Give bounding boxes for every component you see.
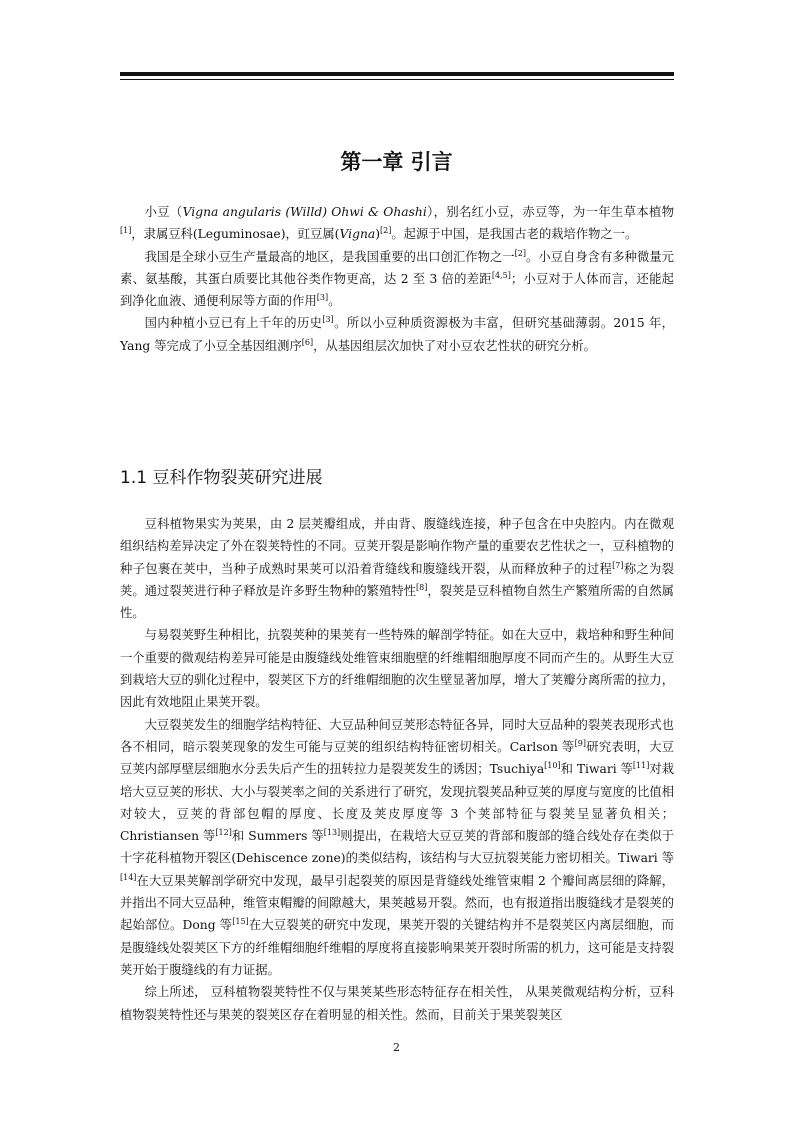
citation-ref: [10]: [544, 761, 561, 771]
text-run: 。所以小豆种质资源极为丰富，但研究基础薄弱。2015 年，Yang 等完成了小豆全基因组测序: [120, 316, 674, 353]
text-run: 则提出，在栽培大豆豆荚的背部和腹部的缝合线处存在类似于十字花科植物开裂区(Dehiscence zone)的类似结构，该结构与大豆抗裂荚能力密切相关。Tiwari 等: [120, 829, 675, 866]
text-run: ），别名红小豆，赤豆等，为一年生草本植物: [426, 205, 674, 219]
paragraph: [120, 981, 674, 1026]
text-run: 我国是全球小豆生产量最高的地区，是我国重要的出口创汇作物之一: [144, 249, 515, 264]
text-run: 大豆裂荚发生的细胞学结构特征、大豆品种间豆荚形态特征各异，同时大豆品种的裂荚表现形式也各不相同，暗示裂荚现象的发生可能与豆荚的组织结构特征密切相关。Carlson 等: [120, 717, 674, 754]
paragraph: [120, 201, 674, 246]
citation-ref: [11]: [632, 761, 650, 771]
citation-ref: [4,5]: [491, 270, 511, 280]
text-run: 在大豆裂荚的研究中发现，果荚开裂的关键结构并不是裂荚区内离层细胞，而是腹缝线处裂荚区下方的纤维帽细胞纤维帽的厚度将直接影响果荚开裂时所需的机力，这可能是支持裂荚开始于腹缝线的有力证据。: [120, 918, 674, 977]
citation-ref: [13]: [323, 828, 341, 838]
intro-text: [120, 201, 674, 357]
citation-ref: [6]: [301, 337, 314, 347]
header-rule-thin: [120, 79, 674, 80]
text-run: ，从基因组层次加快了对小豆农艺性状的研究分析。: [313, 338, 596, 353]
text-run: ；小豆对于人体而言，还能起到净化血液、通便利尿等方面的作用: [120, 271, 674, 309]
section-text: [120, 513, 674, 1026]
text-run: 在大豆果荚解剖学研究中发现，最早引起裂荚的原因是背缝线处维管束帽 2 个瓣间离层细的降解，并指出不同大豆品种，维管束帽瓣的间隙越大，果荚越易开裂。然而，也有报道指出腹缝线才是裂荚的起始部位。Dong 等: [120, 873, 674, 933]
text-run: 综上所述， 豆科植物裂荚特性不仅与果荚某些形态特征存在相关性， 从果荚微观结构分析，豆科植物裂荚特性还与果荚的裂荚区存在着明显的相关性。然而，目前关于果荚裂荚区: [120, 985, 674, 1022]
paragraph: [120, 624, 674, 713]
citation-ref: [12]: [215, 828, 232, 838]
text-run: 。起源于中国，是我国古老的栽培作物之一。: [391, 227, 638, 242]
paragraph: [120, 714, 674, 982]
text-run: 和 Summers 等: [231, 829, 324, 844]
text-run: 豆科植物果实为荚果，由 2 层荚瓣组成，并由背、腹缝线连接，种子包含在中央腔内。内在微观组织结构差异决定了外在裂荚特性的不同。豆荚开裂是影响作物产量的重要农艺性状之一，豆科植物的种子包裹在荚中，当种子成熟时果荚可以沿着背缝线和腹缝线开裂，从而释放种子的过程: [120, 517, 674, 576]
paragraph: [120, 513, 674, 624]
text-run: 国内种植小豆已有上千年的历史: [144, 316, 323, 331]
citation-ref: [9]: [574, 738, 586, 748]
paragraph: [120, 246, 674, 313]
citation-ref: [8]: [415, 582, 428, 592]
citation-ref: [3]: [322, 315, 334, 325]
page-number: 2: [393, 1041, 400, 1054]
italic-run: Vigna: [339, 227, 376, 242]
citation-ref: [3]: [316, 293, 329, 303]
citation-ref: [2]: [380, 226, 392, 236]
citation-ref: [2]: [514, 248, 526, 258]
text-run: ，裂荚是豆科植物自然生产繁殖所需的自然属性。: [120, 583, 674, 621]
text-run: 研究表明，大豆豆荚内部厚壁层细胞水分丢失后产生的扭转拉力是裂荚发生的诱因；Tsuchiya: [120, 739, 674, 777]
citation-ref: [14]: [120, 872, 137, 882]
chapter-title: 第一章 引言: [340, 150, 453, 174]
text-run: 与易裂荚野生种相比，抗裂荚种的果荚有一些特殊的解剖学特征。如在大豆中，栽培种和野生种间一个重要的微观结构差异可能是由腹缝线处维管束细胞壁的纤维帽细胞厚度不同而产生的。从野生大豆到栽培大豆的驯化过程中，裂荚区下方的纤维帽细胞的次生壁显著加厚，增大了荚瓣分离所需的拉力，因此有效地阻止果荚开裂。: [120, 628, 674, 710]
text-run: 。小豆自身含有多种微量元素、氨基酸，其蛋白质要比其他谷类作物更高，达 2 至 3 倍的差距: [120, 249, 674, 286]
citation-ref: [15]: [232, 917, 249, 927]
italic-run: Vigna angularis (Willd) Ohwi & Ohashi: [182, 205, 427, 219]
paragraph: [120, 312, 674, 357]
citation-ref: [1]: [120, 226, 132, 236]
text-run: 对栽培大豆豆荚的形状、大小与裂荚率之间的关系进行了研究，发现抗裂荚品种豆荚的厚度与宽度的比值相对较大，豆荚的背部包帽的厚度、长度及荚皮厚度等 3 个荚部特征与裂荚呈显著负相关；Christiansen 等: [120, 762, 674, 844]
text-run: ): [375, 227, 381, 242]
text-run: ，隶属豆科(Leguminosae)，豇豆属(: [131, 227, 340, 242]
text-run: 小豆（: [144, 205, 183, 219]
text-run: 称之为裂荚。通过裂荚进行种子释放是许多野生物种的繁殖特性: [120, 561, 674, 598]
text-run: 和 Tiwari 等: [560, 762, 633, 777]
section-title: 1.1 豆科作物裂荚研究进展: [120, 468, 323, 488]
text-run: 。: [328, 294, 341, 309]
citation-ref: [7]: [612, 560, 624, 570]
header-rule-thick: [120, 72, 674, 76]
